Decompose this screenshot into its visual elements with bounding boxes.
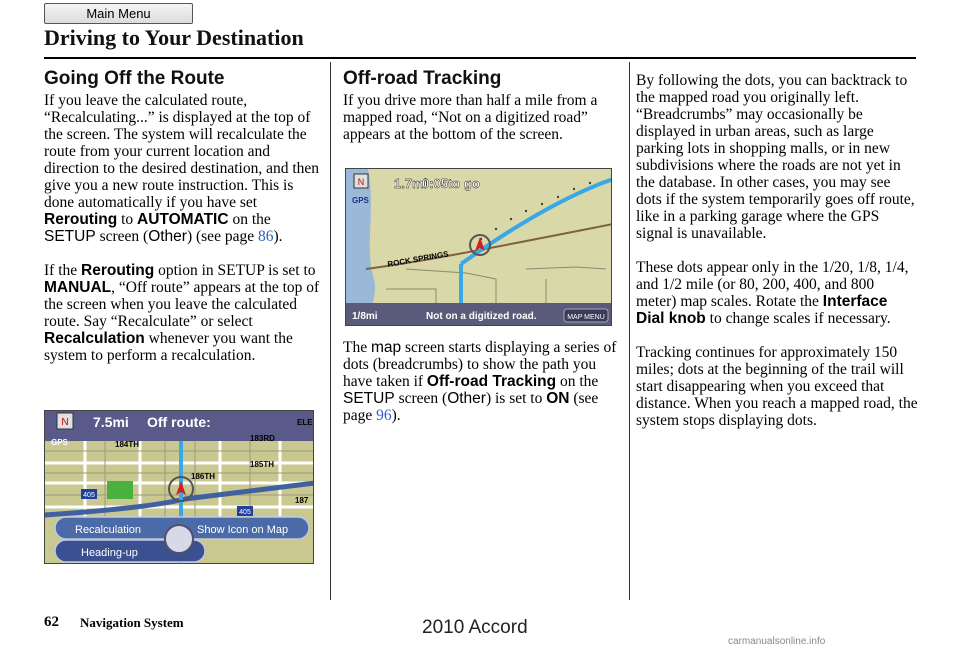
heading-up-menu-item[interactable]: Heading-up xyxy=(81,547,138,559)
svg-text:185TH: 185TH xyxy=(250,460,275,469)
col2-text-top xyxy=(343,92,621,160)
scale-label: 1/8mi xyxy=(352,311,378,322)
off-route-label: Off route: xyxy=(147,414,211,430)
map-menu-label[interactable]: MAP MENU xyxy=(567,314,605,321)
col3-text xyxy=(636,72,918,446)
svg-text:186TH: 186TH xyxy=(191,472,216,481)
main-menu-button[interactable]: Main Menu xyxy=(44,3,193,24)
page-title: Driving to Your Destination xyxy=(44,25,304,50)
gps-indicator: GPS xyxy=(51,438,68,447)
svg-text:405: 405 xyxy=(239,509,251,516)
col2-paragraph-1: If you drive more than half a mile from a mapped road, “Not on a digitized road” appears at the bottom of the screen. xyxy=(343,92,598,143)
page-link-86[interactable]: 86 xyxy=(257,228,274,245)
svg-text:405: 405 xyxy=(83,492,95,499)
to-go-label: to go xyxy=(448,176,480,191)
time-label: 0:05 xyxy=(422,176,449,191)
page-link-96[interactable]: 96 xyxy=(376,407,392,424)
distance-label-2: 1.7mi xyxy=(394,176,428,191)
footer-model: 2010 Accord xyxy=(422,617,528,638)
col3-paragraph-3: Tracking continues for approximately 150 miles; dots at the beginning of the trail will start disappearing when you exceed that distance. When you reach a mapped road, the system stops displaying dots. xyxy=(636,344,918,429)
heading-going-off-route: Going Off the Route xyxy=(44,68,225,89)
col1-paragraph-1: If you leave the calculated route, “Recalculating...” is displayed at the top of the screen. The system will recalculate the route from your current location and direction to the desired destination, and then give you a new route instruction. This is done automatically if you have set Rerouting to AUTOMATIC on the SETUP screen (Other) (see page 86). xyxy=(44,92,320,245)
col1-text xyxy=(44,92,322,381)
heading-off-road-tracking: Off-road Tracking xyxy=(343,68,502,89)
distance-label: 7.5mi xyxy=(93,414,129,430)
col3-paragraph-2: These dots appear only in the 1/20, 1/8, 1/4, and 1/2 mile (or 80, 200, 400, and 800 meter) map scales. Rotate the Interface Dial knob to change scales if necessary. xyxy=(636,259,909,327)
show-icon-menu-item[interactable]: Show Icon on Map xyxy=(197,524,289,536)
watermark: carmanualsonline.info xyxy=(728,636,826,647)
footer-system-name: Navigation System xyxy=(80,615,184,630)
road-label: ROCK SPRINGS xyxy=(386,249,450,269)
svg-text:ELE: ELE xyxy=(297,418,313,427)
off-route-screenshot xyxy=(44,410,314,564)
col2-paragraph-2: The map screen starts displaying a series of dots (breadcrumbs) to show the path you have taken if Off-road Tracking on the SETUP screen (Other) is set to ON (see page 96). xyxy=(343,339,617,424)
svg-text:183RD: 183RD xyxy=(250,434,275,443)
title-divider xyxy=(44,57,916,59)
column-divider-1 xyxy=(330,62,331,600)
recalculation-menu-item[interactable]: Recalculation xyxy=(75,524,142,536)
column-divider-2 xyxy=(629,62,630,600)
off-road-screenshot xyxy=(345,168,612,326)
page-number: 62 xyxy=(44,614,59,630)
col3-paragraph-1: By following the dots, you can backtrack to the mapped road you originally left. “Breadcrumbs” may occasionally be displayed in urban areas, such as large parking lots in shopping malls, or in new subdivisions where the roads are not yet in the database. In other cases, you may see dots if the system temporarily goes off route, like in a parking garage where the GPS signal is unavailable. xyxy=(636,72,915,242)
svg-text:187: 187 xyxy=(295,496,309,505)
gps-indicator-2: GPS xyxy=(352,196,369,205)
col1-paragraph-2: If the Rerouting option in SETUP is set to MANUAL, “Off route” appears at the top of the screen when you leave the calculated route. Say “Recalculate” or select Recalculation whenever you want the system to perform a recalculation. xyxy=(44,262,320,364)
north-icon-2: N xyxy=(357,177,365,187)
interface-dial-icon xyxy=(165,525,193,553)
col2-text-bottom xyxy=(343,339,621,441)
not-digitized-message: Not on a digitized road. xyxy=(426,311,537,322)
north-icon: N xyxy=(61,417,69,428)
svg-text:184TH: 184TH xyxy=(115,440,140,449)
